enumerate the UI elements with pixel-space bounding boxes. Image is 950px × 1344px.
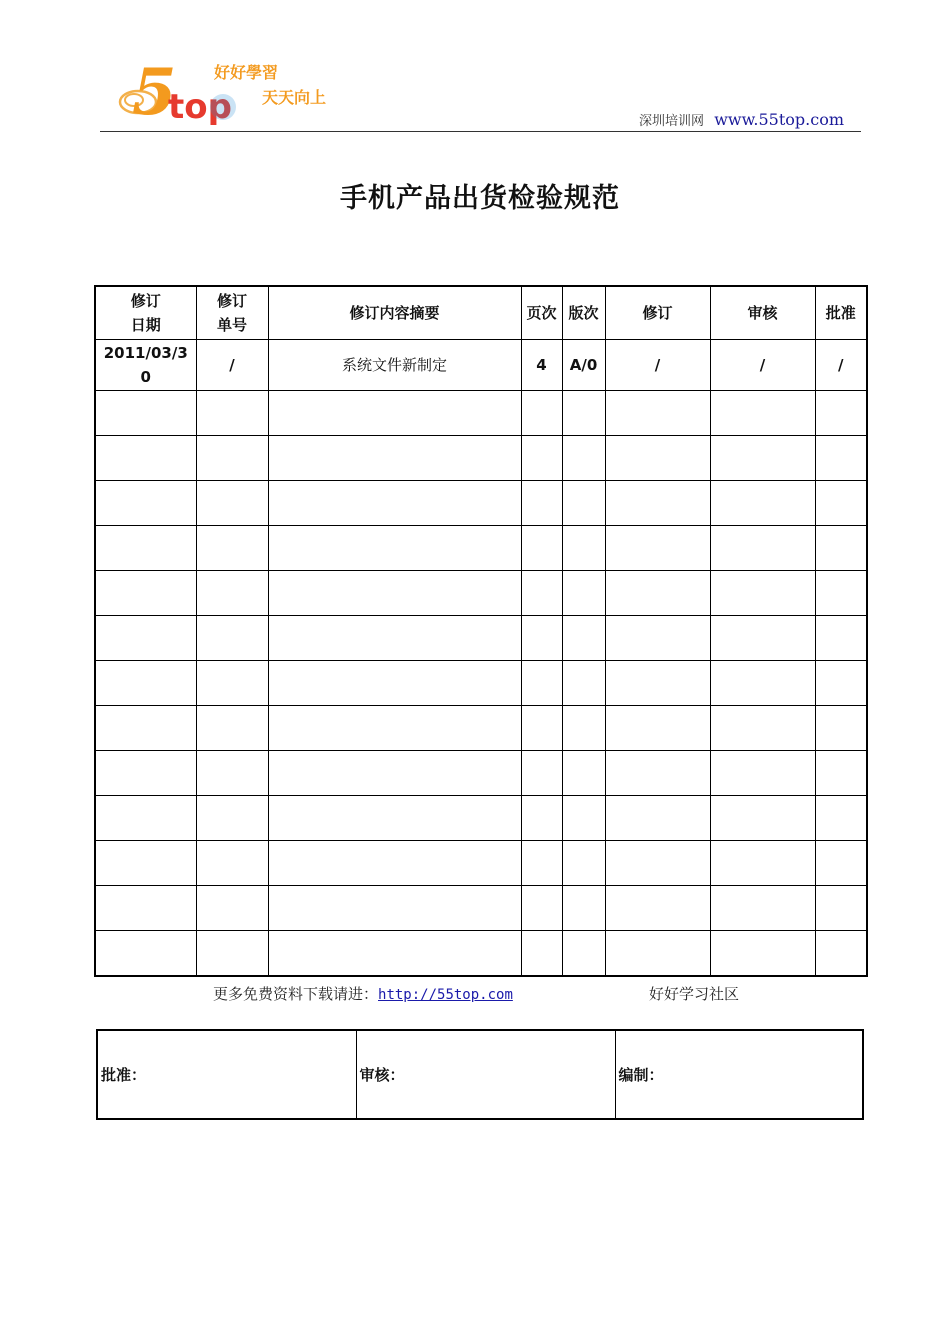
cell-order-no[interactable] xyxy=(196,526,268,571)
cell-version[interactable] xyxy=(562,931,605,977)
cell-order-no[interactable] xyxy=(196,391,268,436)
cell-approved-by[interactable] xyxy=(815,751,867,796)
cell-page[interactable] xyxy=(521,661,562,706)
cell-approved-by[interactable] xyxy=(815,661,867,706)
cell-date[interactable] xyxy=(95,886,196,931)
cell-reviewed-by[interactable] xyxy=(710,706,815,751)
header-text: 修订 xyxy=(216,292,247,310)
header-text: 日期 xyxy=(130,316,161,334)
cell-date[interactable] xyxy=(95,340,196,391)
table-row xyxy=(95,886,867,931)
header-page: 页次 xyxy=(521,286,562,340)
cell-order-no[interactable]: / xyxy=(196,340,268,391)
cell-revised-by[interactable] xyxy=(605,886,710,931)
cell-revised-by[interactable] xyxy=(605,931,710,977)
cell-revised-by[interactable] xyxy=(605,841,710,886)
cell-page[interactable] xyxy=(521,931,562,977)
cell-summary[interactable]: 系统文件新制定 xyxy=(268,340,521,391)
cell-reviewed-by[interactable] xyxy=(710,751,815,796)
table-row xyxy=(95,526,867,571)
cell-date[interactable] xyxy=(95,616,196,661)
cell-page[interactable] xyxy=(521,841,562,886)
cell-date[interactable] xyxy=(95,526,196,571)
header-revision-order xyxy=(196,286,268,340)
cell-summary[interactable] xyxy=(268,391,521,436)
cell-approved-by[interactable] xyxy=(815,436,867,481)
header-text: 修订 xyxy=(130,292,161,310)
cell-date[interactable] xyxy=(95,436,196,481)
header-revised-by: 修订 xyxy=(605,286,710,340)
site-label: 深圳培训网 xyxy=(639,114,705,129)
cell-summary[interactable] xyxy=(268,706,521,751)
brand-logo xyxy=(112,50,344,132)
cell-approved-by[interactable] xyxy=(815,481,867,526)
cell-date[interactable] xyxy=(95,841,196,886)
revision-table xyxy=(94,285,868,977)
table-row xyxy=(95,796,867,841)
cell-order-no[interactable] xyxy=(196,751,268,796)
cell-version[interactable] xyxy=(562,661,605,706)
table-row xyxy=(95,436,867,481)
cell-version[interactable] xyxy=(562,571,605,616)
document-title: 手机产品出货检验规范 xyxy=(340,183,620,214)
table-row xyxy=(95,571,867,616)
cell-revised-by[interactable] xyxy=(605,481,710,526)
table-row xyxy=(95,391,867,436)
cell-summary[interactable] xyxy=(268,931,521,977)
cell-date[interactable] xyxy=(95,391,196,436)
cell-page[interactable] xyxy=(521,391,562,436)
cell-version[interactable] xyxy=(562,436,605,481)
cell-reviewed-by[interactable] xyxy=(710,526,815,571)
signature-row xyxy=(97,1030,863,1119)
cell-order-no[interactable] xyxy=(196,436,268,481)
cell-version[interactable] xyxy=(562,526,605,571)
cell-revised-by[interactable] xyxy=(605,751,710,796)
cell-summary[interactable] xyxy=(268,796,521,841)
cell-order-no[interactable] xyxy=(196,616,268,661)
cell-reviewed-by[interactable] xyxy=(710,661,815,706)
header-version: 版次 xyxy=(562,286,605,340)
cell-date[interactable] xyxy=(95,751,196,796)
cell-summary[interactable] xyxy=(268,526,521,571)
logo-slogan-top: 好好學習 xyxy=(214,63,279,82)
cell-summary[interactable] xyxy=(268,616,521,661)
cell-order-no[interactable] xyxy=(196,931,268,977)
cell-version[interactable] xyxy=(562,841,605,886)
cell-date[interactable] xyxy=(95,571,196,616)
cell-reviewed-by[interactable] xyxy=(710,841,815,886)
cell-reviewed-by[interactable] xyxy=(710,796,815,841)
prepare-field[interactable]: 编制： xyxy=(615,1030,863,1119)
cell-version[interactable] xyxy=(562,706,605,751)
header-revision-date xyxy=(95,286,196,340)
cell-revised-by[interactable] xyxy=(605,796,710,841)
table-row xyxy=(95,340,867,391)
cell-revised-by[interactable] xyxy=(605,661,710,706)
cell-page[interactable] xyxy=(521,436,562,481)
cell-order-no[interactable] xyxy=(196,571,268,616)
cell-revised-by[interactable] xyxy=(605,526,710,571)
cell-date[interactable] xyxy=(95,661,196,706)
download-link[interactable]: http://55top.com xyxy=(378,987,513,1003)
cell-version[interactable] xyxy=(562,481,605,526)
cell-version[interactable] xyxy=(562,391,605,436)
cell-revised-by[interactable] xyxy=(605,436,710,481)
signature-table xyxy=(96,1029,864,1120)
cell-reviewed-by[interactable] xyxy=(710,481,815,526)
cell-page[interactable] xyxy=(521,481,562,526)
cell-approved-by[interactable] xyxy=(815,526,867,571)
cell-summary[interactable] xyxy=(268,436,521,481)
cell-approved-by[interactable] xyxy=(815,571,867,616)
cell-version[interactable] xyxy=(562,886,605,931)
header-text: 单号 xyxy=(216,316,247,334)
cell-approved-by[interactable] xyxy=(815,391,867,436)
cell-order-no[interactable] xyxy=(196,796,268,841)
cell-revised-by[interactable] xyxy=(605,571,710,616)
cell-approved-by[interactable] xyxy=(815,931,867,977)
cell-summary[interactable] xyxy=(268,751,521,796)
cell-reviewed-by[interactable] xyxy=(710,931,815,977)
download-prefix: 更多免费资料下载请进： xyxy=(213,985,379,1003)
cell-summary[interactable] xyxy=(268,481,521,526)
header-approved-by: 批准 xyxy=(815,286,867,340)
cell-approved-by[interactable]: / xyxy=(815,340,867,391)
cell-version[interactable] xyxy=(562,616,605,661)
cell-reviewed-by[interactable] xyxy=(710,571,815,616)
cell-revised-by[interactable]: / xyxy=(605,340,710,391)
cell-order-no[interactable] xyxy=(196,886,268,931)
cell-date[interactable] xyxy=(95,481,196,526)
cell-page[interactable] xyxy=(521,616,562,661)
cell-text: 2011/03/3 xyxy=(103,344,188,362)
cell-version[interactable] xyxy=(562,796,605,841)
site-url-link[interactable]: www.55top.com xyxy=(714,110,844,129)
cell-summary[interactable] xyxy=(268,661,521,706)
cell-summary[interactable] xyxy=(268,571,521,616)
cell-order-no[interactable] xyxy=(196,706,268,751)
community-name: 好好学习社区 xyxy=(649,985,740,1003)
table-row xyxy=(95,481,867,526)
cell-page[interactable] xyxy=(521,796,562,841)
cell-summary[interactable] xyxy=(268,886,521,931)
header-reviewed-by: 审核 xyxy=(710,286,815,340)
cell-approved-by[interactable] xyxy=(815,796,867,841)
cell-order-no[interactable] xyxy=(196,841,268,886)
revision-header-row xyxy=(95,286,867,340)
cell-date[interactable] xyxy=(95,796,196,841)
cell-approved-by[interactable] xyxy=(815,616,867,661)
cell-date[interactable] xyxy=(95,706,196,751)
cell-text: 0 xyxy=(140,368,151,386)
cell-reviewed-by[interactable] xyxy=(710,886,815,931)
cell-revised-by[interactable] xyxy=(605,391,710,436)
cell-order-no[interactable] xyxy=(196,661,268,706)
download-note-text xyxy=(213,983,513,1004)
table-row xyxy=(95,706,867,751)
cell-summary[interactable] xyxy=(268,841,521,886)
logo-brand: top xyxy=(168,87,232,127)
cell-page[interactable] xyxy=(521,571,562,616)
table-row xyxy=(95,661,867,706)
header-divider xyxy=(100,131,861,132)
table-row xyxy=(95,931,867,977)
cell-approved-by[interactable] xyxy=(815,886,867,931)
cell-revised-by[interactable] xyxy=(605,616,710,661)
cell-page[interactable] xyxy=(521,706,562,751)
cell-reviewed-by[interactable] xyxy=(710,616,815,661)
cell-reviewed-by[interactable] xyxy=(710,436,815,481)
site-info xyxy=(639,110,844,129)
cell-approved-by[interactable] xyxy=(815,841,867,886)
table-row xyxy=(95,841,867,886)
cell-revised-by[interactable] xyxy=(605,706,710,751)
logo-mark: 5 xyxy=(132,55,177,130)
cell-page[interactable]: 4 xyxy=(521,340,562,391)
cell-version[interactable] xyxy=(562,751,605,796)
table-row xyxy=(95,616,867,661)
cell-order-no[interactable] xyxy=(196,481,268,526)
cell-date[interactable] xyxy=(95,931,196,977)
cell-version[interactable]: A/0 xyxy=(562,340,605,391)
review-field[interactable]: 审核： xyxy=(356,1030,615,1119)
cell-reviewed-by[interactable]: / xyxy=(710,340,815,391)
cell-page[interactable] xyxy=(521,526,562,571)
cell-page[interactable] xyxy=(521,886,562,931)
logo-slogan-bottom: 天天向上 xyxy=(262,88,327,107)
cell-reviewed-by[interactable] xyxy=(710,391,815,436)
cell-page[interactable] xyxy=(521,751,562,796)
header-summary: 修订内容摘要 xyxy=(268,286,521,340)
table-row xyxy=(95,751,867,796)
cell-approved-by[interactable] xyxy=(815,706,867,751)
approve-field[interactable]: 批准： xyxy=(97,1030,356,1119)
